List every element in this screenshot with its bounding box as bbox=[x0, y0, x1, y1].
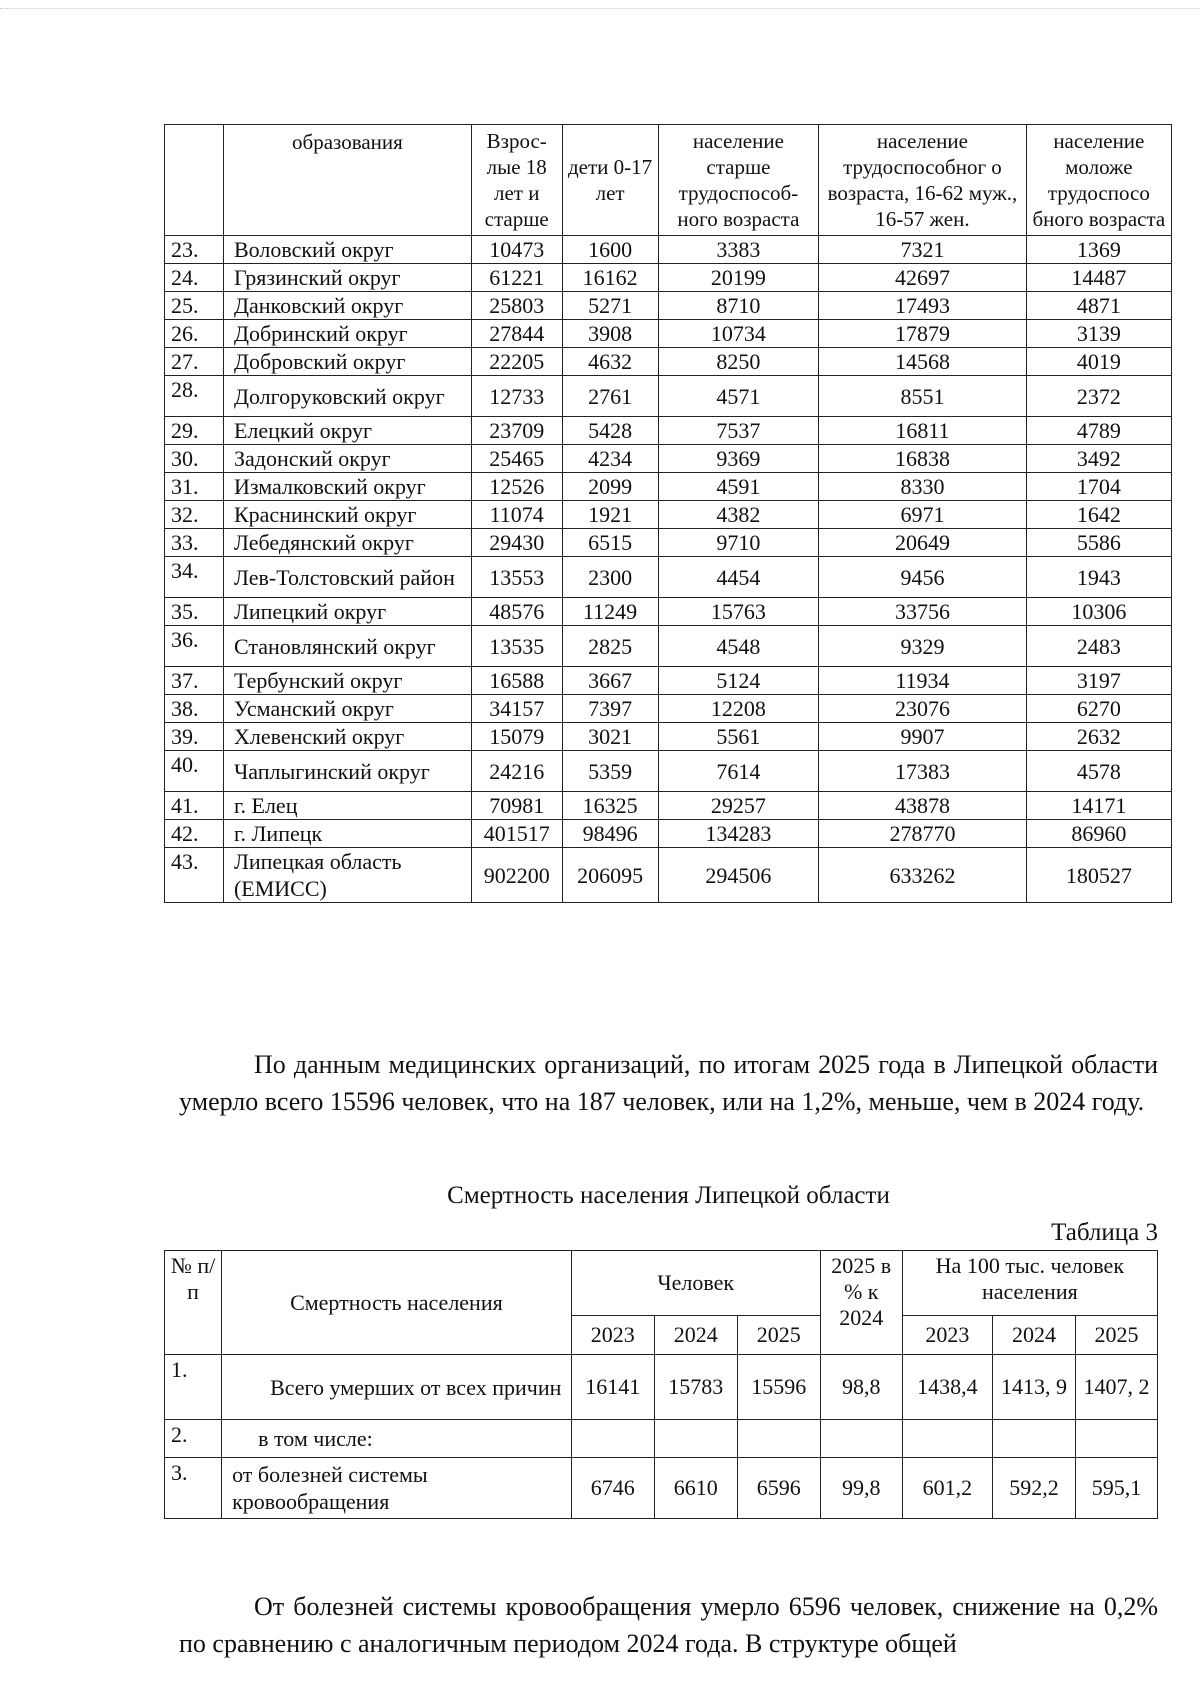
cell-name: Воловский округ bbox=[223, 236, 471, 264]
cell-name: Становлянский округ bbox=[223, 626, 471, 667]
cell-name: в том числе: bbox=[222, 1420, 572, 1458]
cell-children: 7397 bbox=[562, 695, 658, 723]
mortality-header-people-2024: 2024 bbox=[654, 1316, 737, 1355]
population-table bbox=[164, 124, 1172, 903]
mortality-header-num: № п/п bbox=[165, 1251, 222, 1355]
cell-working: 17493 bbox=[819, 292, 1027, 320]
cell-children: 5359 bbox=[562, 751, 658, 792]
cell-young: 4871 bbox=[1026, 292, 1171, 320]
cell-elderly: 8250 bbox=[658, 348, 819, 376]
cell-name: Липецкий округ bbox=[223, 598, 471, 626]
cell-children: 2825 bbox=[562, 626, 658, 667]
cell-num: 27. bbox=[165, 348, 224, 376]
cell-name: Задонский округ bbox=[223, 445, 471, 473]
cell-adults: 12526 bbox=[471, 473, 562, 501]
cell-num: 41. bbox=[165, 792, 224, 820]
cell-young: 14487 bbox=[1026, 264, 1171, 292]
cell-p2025: 15596 bbox=[737, 1355, 820, 1420]
cell-name: Данковский округ bbox=[223, 292, 471, 320]
table-row bbox=[165, 473, 1172, 501]
cell-p2025 bbox=[737, 1420, 820, 1458]
table-row bbox=[165, 820, 1172, 848]
cell-children: 3021 bbox=[562, 723, 658, 751]
cell-children: 3667 bbox=[562, 667, 658, 695]
cell-elderly: 12208 bbox=[658, 695, 819, 723]
cell-r2025 bbox=[1075, 1420, 1157, 1458]
cell-children: 2300 bbox=[562, 557, 658, 598]
cell-num: 32. bbox=[165, 501, 224, 529]
mortality-header-per100k: На 100 тыс. человек населения bbox=[902, 1251, 1157, 1316]
cell-elderly: 4548 bbox=[658, 626, 819, 667]
cell-elderly: 7537 bbox=[658, 417, 819, 445]
cell-num: 31. bbox=[165, 473, 224, 501]
table-row bbox=[165, 792, 1172, 820]
cell-children: 16162 bbox=[562, 264, 658, 292]
cell-children: 4632 bbox=[562, 348, 658, 376]
cell-adults: 48576 bbox=[471, 598, 562, 626]
mortality-header-rate-2023: 2023 bbox=[902, 1316, 992, 1355]
cell-elderly: 294506 bbox=[658, 848, 819, 903]
cell-name: Всего умерших от всех причин bbox=[222, 1355, 572, 1420]
cell-name: Добровский округ bbox=[223, 348, 471, 376]
cell-working: 33756 bbox=[819, 598, 1027, 626]
cell-r2025: 1407, 2 bbox=[1075, 1355, 1157, 1420]
cell-working: 43878 bbox=[819, 792, 1027, 820]
cell-num: 42. bbox=[165, 820, 224, 848]
cell-adults: 15079 bbox=[471, 723, 562, 751]
table-row bbox=[165, 667, 1172, 695]
cell-young: 1642 bbox=[1026, 501, 1171, 529]
cell-name: Добринский округ bbox=[223, 320, 471, 348]
cell-working: 8330 bbox=[819, 473, 1027, 501]
cell-working: 16811 bbox=[819, 417, 1027, 445]
table-row bbox=[165, 320, 1172, 348]
cell-num: 39. bbox=[165, 723, 224, 751]
table-row bbox=[165, 695, 1172, 723]
table-row bbox=[165, 598, 1172, 626]
cell-elderly: 7614 bbox=[658, 751, 819, 792]
cell-adults: 11074 bbox=[471, 501, 562, 529]
cell-working: 6971 bbox=[819, 501, 1027, 529]
cell-working: 278770 bbox=[819, 820, 1027, 848]
cell-children: 1921 bbox=[562, 501, 658, 529]
mortality-header-name: Смертность населения bbox=[222, 1251, 572, 1355]
table-row bbox=[165, 626, 1172, 667]
table-row bbox=[165, 264, 1172, 292]
table-row bbox=[165, 751, 1172, 792]
cell-name: Грязинский округ bbox=[223, 264, 471, 292]
cell-r2023 bbox=[902, 1420, 992, 1458]
cell-children: 98496 bbox=[562, 820, 658, 848]
cell-young: 14171 bbox=[1026, 792, 1171, 820]
cell-young: 3197 bbox=[1026, 667, 1171, 695]
cell-working: 9329 bbox=[819, 626, 1027, 667]
cell-elderly: 10734 bbox=[658, 320, 819, 348]
cell-adults: 34157 bbox=[471, 695, 562, 723]
table-row bbox=[165, 1420, 1158, 1458]
cell-num: 38. bbox=[165, 695, 224, 723]
header-working: население трудоспособног о возраста, 16-62 муж., 16-57 жен. bbox=[819, 125, 1027, 236]
mortality-table-title: Смертность населения Липецкой области bbox=[447, 1182, 890, 1209]
cell-children: 3908 bbox=[562, 320, 658, 348]
cell-working: 42697 bbox=[819, 264, 1027, 292]
mortality-header-people-2023: 2023 bbox=[571, 1316, 654, 1355]
cell-working: 8551 bbox=[819, 376, 1027, 417]
cell-num: 29. bbox=[165, 417, 224, 445]
cell-young: 2483 bbox=[1026, 626, 1171, 667]
cell-adults: 25803 bbox=[471, 292, 562, 320]
cell-working: 20649 bbox=[819, 529, 1027, 557]
cell-r2024: 592,2 bbox=[992, 1458, 1075, 1519]
cell-num: 35. bbox=[165, 598, 224, 626]
table-row bbox=[165, 557, 1172, 598]
cell-name: г. Липецк bbox=[223, 820, 471, 848]
table-row bbox=[165, 723, 1172, 751]
cell-elderly: 134283 bbox=[658, 820, 819, 848]
cell-children: 4234 bbox=[562, 445, 658, 473]
cell-adults: 22205 bbox=[471, 348, 562, 376]
cell-children: 11249 bbox=[562, 598, 658, 626]
cell-name: Лев-Толстовский район bbox=[223, 557, 471, 598]
population-table-header bbox=[165, 125, 1172, 236]
cell-adults: 61221 bbox=[471, 264, 562, 292]
cell-num: 3. bbox=[165, 1458, 222, 1519]
cell-elderly: 5561 bbox=[658, 723, 819, 751]
mortality-header-people-2025: 2025 bbox=[737, 1316, 820, 1355]
cell-pct bbox=[820, 1420, 902, 1458]
cell-name: Тербунский округ bbox=[223, 667, 471, 695]
cell-working: 14568 bbox=[819, 348, 1027, 376]
table-row bbox=[165, 445, 1172, 473]
cell-young: 2632 bbox=[1026, 723, 1171, 751]
table-row bbox=[165, 848, 1172, 903]
table-row bbox=[165, 236, 1172, 264]
cell-children: 2761 bbox=[562, 376, 658, 417]
cell-p2023 bbox=[571, 1420, 654, 1458]
paragraph-circulatory: От болезней системы кровообращения умерло 6596 человек, снижение на 0,2% по сравнению с аналогичным периодом 2024 года. В структуре общей bbox=[179, 1592, 1158, 1658]
cell-num: 43. bbox=[165, 848, 224, 903]
cell-young: 3492 bbox=[1026, 445, 1171, 473]
header-num bbox=[165, 125, 224, 236]
table-row bbox=[165, 417, 1172, 445]
cell-r2023: 1438,4 bbox=[902, 1355, 992, 1420]
cell-young: 4578 bbox=[1026, 751, 1171, 792]
cell-adults: 902200 bbox=[471, 848, 562, 903]
header-name: образования bbox=[223, 125, 471, 236]
mortality-header-rate-2024: 2024 bbox=[992, 1316, 1075, 1355]
cell-r2024: 1413, 9 bbox=[992, 1355, 1075, 1420]
mortality-header-rate-2025: 2025 bbox=[1075, 1316, 1157, 1355]
cell-num: 28. bbox=[165, 376, 224, 417]
cell-num: 36. bbox=[165, 626, 224, 667]
cell-young: 86960 bbox=[1026, 820, 1171, 848]
cell-working: 9907 bbox=[819, 723, 1027, 751]
cell-elderly: 4591 bbox=[658, 473, 819, 501]
cell-p2024: 15783 bbox=[654, 1355, 737, 1420]
cell-name: Долгоруковский округ bbox=[223, 376, 471, 417]
cell-elderly: 4382 bbox=[658, 501, 819, 529]
cell-children: 5271 bbox=[562, 292, 658, 320]
cell-adults: 29430 bbox=[471, 529, 562, 557]
table-row bbox=[165, 529, 1172, 557]
cell-name: Измалковский округ bbox=[223, 473, 471, 501]
cell-p2023: 16141 bbox=[571, 1355, 654, 1420]
cell-name: Краснинский округ bbox=[223, 501, 471, 529]
cell-young: 1704 bbox=[1026, 473, 1171, 501]
cell-elderly: 15763 bbox=[658, 598, 819, 626]
cell-young: 4789 bbox=[1026, 417, 1171, 445]
cell-children: 6515 bbox=[562, 529, 658, 557]
cell-young: 180527 bbox=[1026, 848, 1171, 903]
cell-working: 23076 bbox=[819, 695, 1027, 723]
cell-adults: 23709 bbox=[471, 417, 562, 445]
cell-working: 16838 bbox=[819, 445, 1027, 473]
cell-elderly: 8710 bbox=[658, 292, 819, 320]
cell-young: 10306 bbox=[1026, 598, 1171, 626]
cell-working: 17879 bbox=[819, 320, 1027, 348]
cell-adults: 24216 bbox=[471, 751, 562, 792]
table-row bbox=[165, 501, 1172, 529]
cell-p2024 bbox=[654, 1420, 737, 1458]
header-adults: Взрос-лые 18 лет и старше bbox=[471, 125, 562, 236]
cell-children: 2099 bbox=[562, 473, 658, 501]
cell-num: 2. bbox=[165, 1420, 222, 1458]
cell-num: 24. bbox=[165, 264, 224, 292]
cell-num: 1. bbox=[165, 1355, 222, 1420]
header-young: население моложе трудоспосо бного возраста bbox=[1026, 125, 1171, 236]
table-row bbox=[165, 292, 1172, 320]
cell-pct: 98,8 bbox=[820, 1355, 902, 1420]
cell-adults: 70981 bbox=[471, 792, 562, 820]
cell-p2024: 6610 bbox=[654, 1458, 737, 1519]
cell-elderly: 9710 bbox=[658, 529, 819, 557]
cell-adults: 12733 bbox=[471, 376, 562, 417]
scan-top-edge bbox=[0, 8, 1200, 9]
cell-name: Липецкая область (ЕМИСС) bbox=[223, 848, 471, 903]
header-children: дети 0-17 лет bbox=[562, 125, 658, 236]
cell-num: 23. bbox=[165, 236, 224, 264]
cell-name: Хлевенский округ bbox=[223, 723, 471, 751]
cell-working: 633262 bbox=[819, 848, 1027, 903]
cell-adults: 13553 bbox=[471, 557, 562, 598]
cell-adults: 16588 bbox=[471, 667, 562, 695]
cell-young: 1943 bbox=[1026, 557, 1171, 598]
cell-elderly: 9369 bbox=[658, 445, 819, 473]
cell-young: 5586 bbox=[1026, 529, 1171, 557]
mortality-table-label: Таблица 3 bbox=[1051, 1219, 1158, 1246]
paragraph-mortality-total: По данным медицинских организаций, по итогам 2025 года в Липецкой области умерло всего 15596 человек, что на 187 человек, или на 1,2%, меньше, чем в 2024 году. bbox=[179, 1050, 1158, 1116]
cell-num: 33. bbox=[165, 529, 224, 557]
cell-num: 37. bbox=[165, 667, 224, 695]
cell-p2023: 6746 bbox=[571, 1458, 654, 1519]
cell-name: Лебедянский округ bbox=[223, 529, 471, 557]
cell-working: 7321 bbox=[819, 236, 1027, 264]
cell-elderly: 4571 bbox=[658, 376, 819, 417]
cell-num: 40. bbox=[165, 751, 224, 792]
cell-num: 26. bbox=[165, 320, 224, 348]
table-row bbox=[165, 1458, 1158, 1519]
table-row bbox=[165, 376, 1172, 417]
cell-r2024 bbox=[992, 1420, 1075, 1458]
cell-name: Усманский округ bbox=[223, 695, 471, 723]
cell-name: г. Елец bbox=[223, 792, 471, 820]
cell-name: Елецкий округ bbox=[223, 417, 471, 445]
cell-p2025: 6596 bbox=[737, 1458, 820, 1519]
mortality-header-people: Человек bbox=[571, 1251, 820, 1316]
cell-elderly: 4454 bbox=[658, 557, 819, 598]
header-elderly: население старше трудоспособ-ного возраста bbox=[658, 125, 819, 236]
cell-children: 16325 bbox=[562, 792, 658, 820]
cell-name: от болезней системы кровообращения bbox=[222, 1458, 572, 1519]
cell-children: 206095 bbox=[562, 848, 658, 903]
cell-num: 25. bbox=[165, 292, 224, 320]
cell-young: 1369 bbox=[1026, 236, 1171, 264]
cell-elderly: 20199 bbox=[658, 264, 819, 292]
cell-elderly: 3383 bbox=[658, 236, 819, 264]
cell-num: 30. bbox=[165, 445, 224, 473]
cell-elderly: 5124 bbox=[658, 667, 819, 695]
mortality-header-row-1 bbox=[165, 1251, 1158, 1316]
cell-working: 9456 bbox=[819, 557, 1027, 598]
table-row bbox=[165, 348, 1172, 376]
cell-adults: 27844 bbox=[471, 320, 562, 348]
cell-young: 2372 bbox=[1026, 376, 1171, 417]
mortality-header-pct: 2025 в % к 2024 bbox=[820, 1251, 902, 1355]
cell-young: 4019 bbox=[1026, 348, 1171, 376]
cell-adults: 401517 bbox=[471, 820, 562, 848]
cell-adults: 13535 bbox=[471, 626, 562, 667]
cell-children: 1600 bbox=[562, 236, 658, 264]
cell-adults: 25465 bbox=[471, 445, 562, 473]
table-row bbox=[165, 1355, 1158, 1420]
cell-name: Чаплыгинский округ bbox=[223, 751, 471, 792]
cell-pct: 99,8 bbox=[820, 1458, 902, 1519]
cell-num: 34. bbox=[165, 557, 224, 598]
cell-r2023: 601,2 bbox=[902, 1458, 992, 1519]
cell-r2025: 595,1 bbox=[1075, 1458, 1157, 1519]
cell-children: 5428 bbox=[562, 417, 658, 445]
cell-adults: 10473 bbox=[471, 236, 562, 264]
cell-elderly: 29257 bbox=[658, 792, 819, 820]
mortality-table bbox=[164, 1250, 1158, 1519]
cell-young: 6270 bbox=[1026, 695, 1171, 723]
cell-working: 17383 bbox=[819, 751, 1027, 792]
cell-young: 3139 bbox=[1026, 320, 1171, 348]
cell-working: 11934 bbox=[819, 667, 1027, 695]
